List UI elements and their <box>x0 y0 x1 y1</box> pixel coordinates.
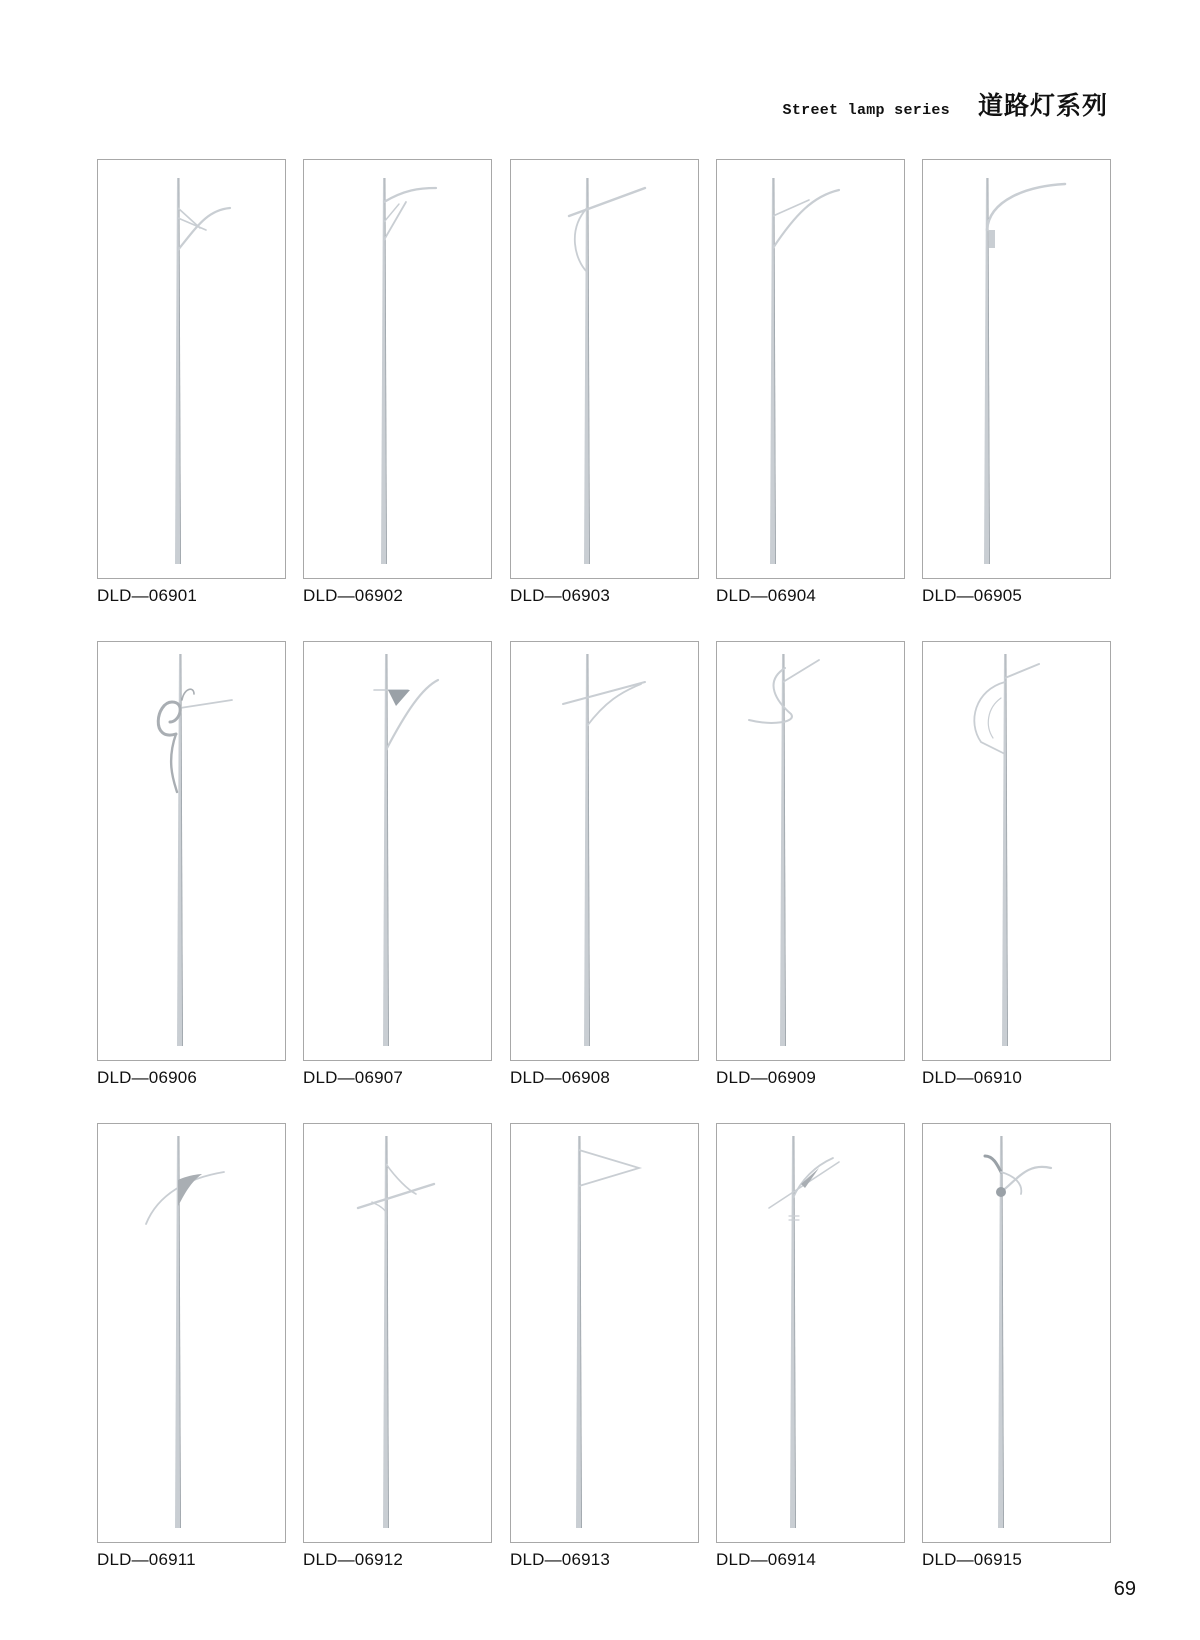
triangle-flag-arm-icon <box>511 1124 698 1542</box>
product-card <box>97 159 286 606</box>
product-code: DLD—06902 <box>303 586 404 605</box>
product-image-frame <box>97 159 286 579</box>
ring-hook-arm-icon <box>923 1124 1110 1542</box>
crossbar-curve-arm-icon <box>511 642 698 1060</box>
product-image-frame <box>303 159 492 579</box>
product-image-frame <box>303 1123 492 1543</box>
tapered-curve-arm-icon <box>717 160 904 578</box>
product-card <box>922 641 1111 1088</box>
scroll-ornament-arm-icon <box>98 642 285 1060</box>
product-code: DLD—06907 <box>303 1068 404 1087</box>
product-code: DLD—06911 <box>97 1550 196 1569</box>
product-image-frame <box>716 159 905 579</box>
product-card <box>922 159 1111 606</box>
product-code: DLD—06913 <box>510 1550 611 1569</box>
page-number: 69 <box>1113 1578 1136 1600</box>
product-code: DLD—06901 <box>97 586 198 605</box>
product-image-frame <box>922 1123 1111 1543</box>
product-image-frame <box>303 641 492 1061</box>
product-card <box>510 641 699 1088</box>
product-card <box>510 1123 699 1570</box>
product-code: DLD—06903 <box>510 586 611 605</box>
triangle-bracket-arm-icon <box>304 642 491 1060</box>
s-curve-arm-icon <box>717 642 904 1060</box>
header-title-cn: 道路灯系列 <box>977 91 1108 120</box>
product-image-frame <box>97 1123 286 1543</box>
product-card <box>716 159 905 606</box>
product-image-frame <box>716 641 905 1061</box>
header-title-en: Street lamp series <box>782 102 950 119</box>
product-code: DLD—06906 <box>97 1068 198 1087</box>
product-card <box>303 159 492 606</box>
product-card <box>303 641 492 1088</box>
product-code: DLD—06910 <box>922 1068 1023 1087</box>
sail-arm-icon <box>98 1124 285 1542</box>
product-card <box>716 1123 905 1570</box>
product-card <box>97 1123 286 1570</box>
product-code: DLD—06914 <box>716 1550 817 1569</box>
arc-fan-arm-icon <box>923 642 1110 1060</box>
page-header <box>783 86 1108 122</box>
product-image-frame <box>510 1123 699 1543</box>
product-card <box>97 641 286 1088</box>
crossbar-sweep-arm-icon <box>304 1124 491 1542</box>
product-code: DLD—06904 <box>716 586 817 605</box>
product-image-frame <box>97 641 286 1061</box>
product-code: DLD—06912 <box>303 1550 404 1569</box>
swan-arm-icon <box>98 160 285 578</box>
product-card <box>922 1123 1111 1570</box>
product-image-frame <box>510 641 699 1061</box>
product-card <box>303 1123 492 1570</box>
product-code: DLD—06915 <box>922 1550 1023 1569</box>
product-image-frame <box>510 159 699 579</box>
product-image-frame <box>922 159 1111 579</box>
crossed-blade-arm-icon <box>717 1124 904 1542</box>
product-code: DLD—06909 <box>716 1068 817 1087</box>
product-card <box>510 159 699 606</box>
product-image-frame <box>922 641 1111 1061</box>
product-code: DLD—06905 <box>922 586 1023 605</box>
product-card <box>716 641 905 1088</box>
shepherd-crook-arm-icon <box>923 160 1110 578</box>
product-code: DLD—06908 <box>510 1068 611 1087</box>
curved-arm-bracket-icon <box>304 160 491 578</box>
product-image-frame <box>716 1123 905 1543</box>
crossbar-hook-arm-icon <box>511 160 698 578</box>
